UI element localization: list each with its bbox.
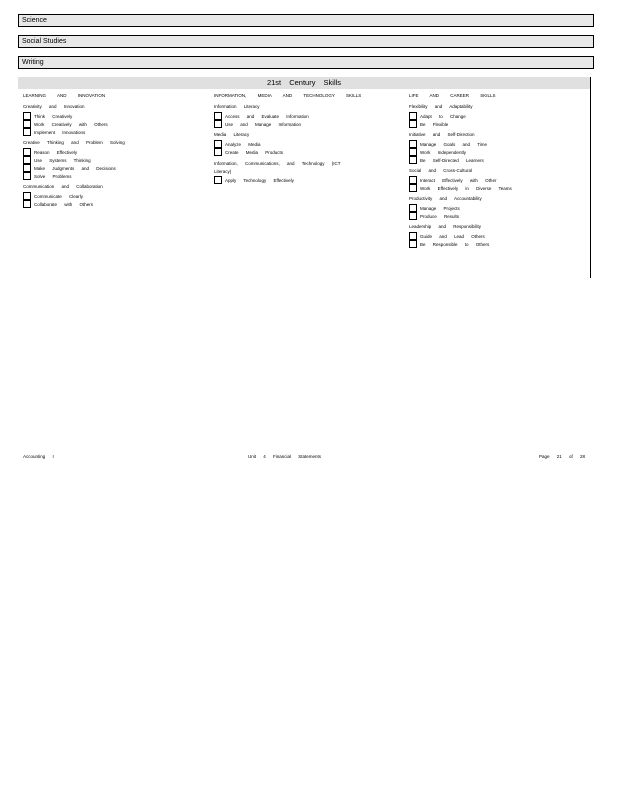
skill-item[interactable] (23, 148, 208, 156)
subject-bar-writing (18, 56, 594, 69)
page-footer (23, 454, 585, 460)
skill-label: Produce Results (420, 213, 460, 219)
skill-group (409, 104, 587, 128)
column-header: LEARNING AND INNOVATION (23, 93, 106, 98)
footer-course: Accounting I (23, 454, 54, 459)
skills-section (18, 77, 591, 278)
group-title: Leadership and Responsibility (409, 224, 482, 229)
skill-label: Access and Evaluate Information (225, 113, 309, 119)
checkbox[interactable] (409, 232, 417, 240)
skill-item[interactable] (409, 232, 587, 240)
skill-item[interactable] (409, 176, 587, 184)
skill-label: Manage Goals and Time (420, 141, 488, 147)
skill-item[interactable] (23, 120, 208, 128)
skill-item[interactable] (409, 156, 587, 164)
group-title: Communication and Collaboration (23, 184, 103, 189)
checkbox[interactable] (409, 120, 417, 128)
skill-group (23, 104, 208, 136)
checkbox[interactable] (409, 184, 417, 192)
skill-item[interactable] (409, 112, 587, 120)
skill-item[interactable] (409, 240, 587, 248)
column-header: LIFE AND CAREER SKILLS (409, 93, 496, 98)
checkbox[interactable] (23, 120, 31, 128)
skill-group (214, 104, 404, 128)
skill-item[interactable] (409, 184, 587, 192)
checkbox[interactable] (23, 200, 31, 208)
skill-item[interactable] (214, 140, 404, 148)
skill-label: Implement Innovations (34, 129, 86, 135)
skill-label: Communicate Clearly (34, 193, 84, 199)
skill-label: Interact Effectively with Other (420, 177, 497, 183)
skill-label: Guide and Lead Others (420, 233, 485, 239)
skill-item[interactable] (23, 192, 208, 200)
subject-bar-social-studies (18, 35, 594, 48)
checkbox[interactable] (214, 148, 222, 156)
footer-unit: Unit 4 Financial Statements (248, 454, 322, 459)
checkbox[interactable] (409, 204, 417, 212)
skills-column-life-career (409, 93, 587, 252)
group-title: Social and Cross-Cultural (409, 168, 473, 173)
skill-item[interactable] (23, 128, 208, 136)
skill-item[interactable] (409, 140, 587, 148)
skill-item[interactable] (214, 148, 404, 156)
skill-item[interactable] (409, 204, 587, 212)
skill-item[interactable] (214, 176, 404, 184)
skill-label: Work Independently (420, 149, 466, 155)
group-title: Creativity and Innovation (23, 104, 85, 109)
skill-item[interactable] (409, 212, 587, 220)
checkbox[interactable] (214, 140, 222, 148)
skill-group (409, 224, 587, 248)
skill-item[interactable] (23, 156, 208, 164)
skill-label: Analyze Media (225, 141, 261, 147)
skill-group (214, 132, 404, 156)
checkbox[interactable] (23, 164, 31, 172)
skill-group (214, 160, 404, 184)
skill-label: Work Effectively in Diverse Teams (420, 185, 512, 191)
checkbox[interactable] (23, 112, 31, 120)
skill-item[interactable] (409, 120, 587, 128)
group-title: Creative Thinking and Problem Solving (23, 140, 125, 145)
skill-group (23, 184, 208, 208)
checkbox[interactable] (214, 176, 222, 184)
checkbox[interactable] (23, 128, 31, 136)
skill-label: Use Systems Thinking (34, 157, 91, 163)
skill-group (409, 132, 587, 164)
checkbox[interactable] (409, 156, 417, 164)
skill-group (409, 168, 587, 192)
skill-label: Be Responsible to Others (420, 241, 490, 247)
checkbox[interactable] (409, 176, 417, 184)
subject-bar-science (18, 14, 594, 27)
group-title: Flexibility and Adaptability (409, 104, 473, 109)
skill-label: Collaborate with Others (34, 201, 94, 207)
skill-item[interactable] (23, 112, 208, 120)
group-title: Initiative and Self-Direction (409, 132, 475, 137)
checkbox[interactable] (409, 140, 417, 148)
checkbox[interactable] (409, 212, 417, 220)
skills-column-learning (23, 93, 208, 212)
skill-label: Work Creatively with Others (34, 121, 108, 127)
skill-item[interactable] (214, 120, 404, 128)
skill-label: Use and Manage Information (225, 121, 302, 127)
skill-group (409, 196, 587, 220)
group-title: Media Literacy (214, 132, 250, 137)
checkbox[interactable] (214, 112, 222, 120)
subject-label: Science (22, 17, 47, 24)
skill-label: Be Flexible (420, 121, 449, 127)
skills-title: 21st Century Skills (18, 77, 590, 89)
skill-item[interactable] (23, 200, 208, 208)
skill-label: Be Self-Directed Learners (420, 157, 484, 163)
checkbox[interactable] (409, 240, 417, 248)
skill-item[interactable] (214, 112, 404, 120)
column-header: INFORMATION, MEDIA AND TECHNOLOGY SKILLS (214, 93, 362, 98)
subject-label: Social Studies (22, 38, 67, 45)
skill-label: Make Judgments and Decisions (34, 165, 116, 171)
skill-label: Adapt to Change (420, 113, 466, 119)
group-title: Information Literacy (214, 104, 260, 109)
group-title: Information, Communications, and Technology (ICT Literacy) (214, 161, 341, 174)
skills-column-information (214, 93, 404, 188)
skill-label: Solve Problems (34, 173, 72, 179)
checkbox[interactable] (23, 156, 31, 164)
skill-group (23, 140, 208, 180)
checkbox[interactable] (23, 192, 31, 200)
checkbox[interactable] (23, 148, 31, 156)
subject-label: Writing (22, 59, 44, 66)
checkbox[interactable] (214, 120, 222, 128)
checkbox[interactable] (409, 148, 417, 156)
skill-item[interactable] (409, 148, 587, 156)
checkbox[interactable] (409, 112, 417, 120)
skill-item[interactable] (23, 164, 208, 172)
skill-label: Think Creatively (34, 113, 73, 119)
skill-label: Reason Effectively (34, 149, 78, 155)
checkbox[interactable] (23, 172, 31, 180)
skill-label: Apply Technology Effectively (225, 177, 294, 183)
group-title: Productivity and Accountability (409, 196, 482, 201)
footer-page-number: Page 21 of 28 (538, 454, 585, 459)
skill-label: Manage Projects (420, 205, 460, 211)
skill-item[interactable] (23, 172, 208, 180)
skill-label: Create Media Products (225, 149, 284, 155)
